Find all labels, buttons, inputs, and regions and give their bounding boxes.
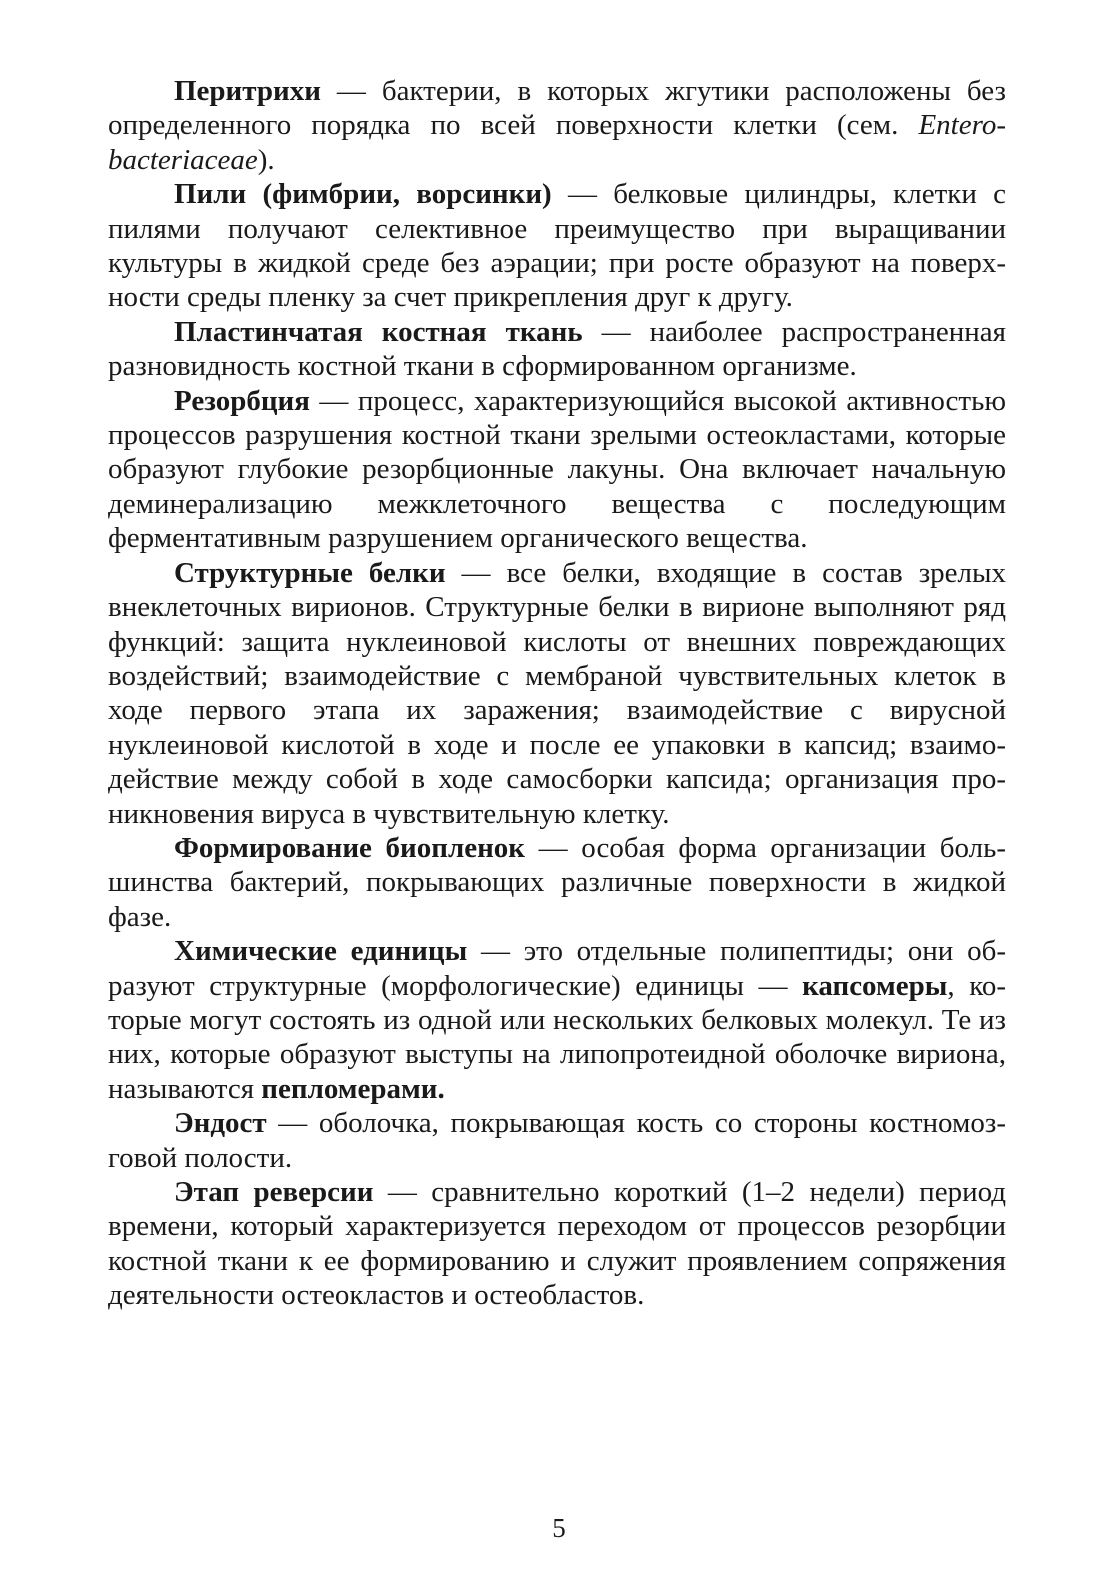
definition-text: ). — [257, 143, 275, 176]
glossary-entry-pili — [108, 177, 1006, 315]
definition-text: — оболочка, покрывающая кость со стороны костномозговой полости. — [108, 1107, 1006, 1174]
glossary-page-body — [108, 74, 1006, 1313]
glossary-term: Формирование биопленок — [174, 831, 526, 864]
glossary-entry-structural-proteins — [108, 556, 1006, 831]
glossary-entry-lamellar-bone — [108, 315, 1006, 384]
taxon-name: Enterobacteriaceae — [108, 109, 1006, 176]
definition-text: — сравнительно короткий (1–2 недели) период времени, который характеризуется переходом от процессов резорбции костной ткани к ее формированию и служит проявлением сопряжения деятельности остеокластов и остеобластов. — [108, 1176, 1007, 1312]
glossary-term: Эндост — [174, 1107, 267, 1140]
glossary-term: Пили (фимбрии, ворсинки) — [174, 178, 552, 211]
glossary-term: Этап реверсии — [174, 1176, 374, 1208]
definition-text: — особая форма организации большинства бактерий, покрывающих различные поверхности в жидкой фазе. — [108, 831, 1006, 933]
glossary-term: Структурные белки — [174, 556, 446, 589]
definition-text: — белковые цилиндры, клетки с пилями получают селективное преимущество при выращивании культуры в жидкой среде без аэрации; при росте образуют на поверхности среды пленку за счет прикрепления друг к другу. — [108, 178, 1006, 314]
highlighted-term: капсомеры — [802, 969, 948, 1002]
glossary-entry-peritrichs — [108, 74, 1006, 177]
definition-text: , которые могут состоять из одной или нескольких белковых молекул. Те из них, которые образуют выступы на липопротеидной оболочке вириона, называются — [108, 969, 1006, 1105]
glossary-term: Перитрихи — [174, 75, 321, 107]
definition-text: — это отдельные полипептиды; они образуют структурные (морфологические) единицы — — [108, 935, 1006, 1002]
glossary-entry-resorption — [108, 384, 1006, 556]
glossary-term: Резорбция — [174, 384, 310, 417]
glossary-entry-endosteum — [108, 1106, 1006, 1175]
definition-text: — наиболее распространенная разновидность костной ткани в сформированном организме. — [108, 315, 1006, 383]
glossary-term: Химические единицы — [174, 935, 468, 968]
glossary-entry-biofilm-formation — [108, 831, 1006, 934]
definition-text: — процесс, характеризующийся высокой активностью процессов разрушения костной ткани зрелыми остеокластами, которые образуют глубокие резорбционные лакуны. Она включает начальную деминерализацию межклеточного вещества с последующим ферментативным разрушением органического вещества. — [108, 384, 1006, 555]
glossary-entry-chemical-units — [108, 934, 1006, 1106]
page-number: 5 — [552, 1513, 566, 1543]
glossary-entry-reversal-phase — [108, 1175, 1006, 1313]
definition-text: — все белки, входящие в состав зрелых внеклеточных вирионов. Структурные белки в вирионе выполняют ряд функций: защита нуклеиновой кислоты от внешних повреждающих воздействий; взаимодействие с мембраной чувствительных клеток в ходе первого этапа их заражения; взаимодействие с вирусной нуклеиновой кислотой в ходе и после ее упаковки в капсид; взаимодействие между собой в ходе самосборки капсида; организация проникновения вируса в чувствительную клетку. — [108, 556, 1006, 830]
glossary-term: Пластинчатая костная ткань — [174, 315, 583, 348]
highlighted-term: пепломерами. — [261, 1072, 445, 1105]
definition-text: — бактерии, в которых жгутики расположены без определенного порядка по всей поверхности клетки (сем. — [108, 75, 1006, 142]
